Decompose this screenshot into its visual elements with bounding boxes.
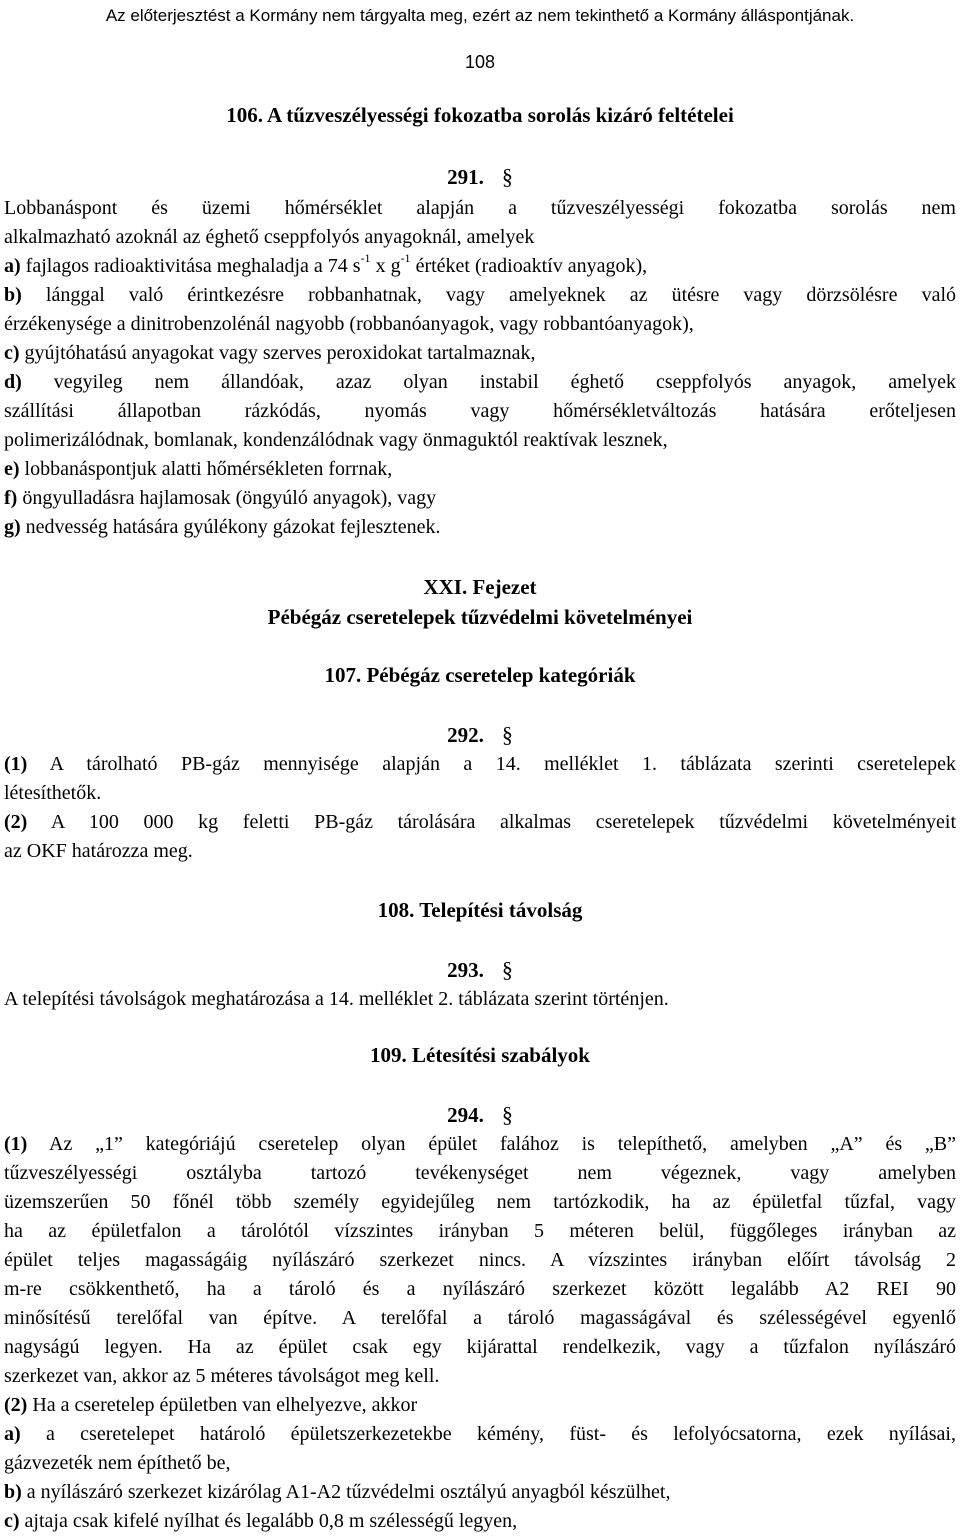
item-text: a cseretelepet határoló épületszerkezetekbe kémény, füst- és lefolyócsatorna, ezek nyílásai, — [20, 1423, 956, 1445]
item-text: Az „1” kategóriájú cseretelep olyan épület falához is telepíthető, amelyben „A” és „B” — [27, 1133, 956, 1155]
text-line: minősítésű terelőfal van építve. A terelőfal a tároló magasságával és szélességével egyenlő — [4, 1307, 956, 1329]
paragraph-294-body — [4, 1130, 956, 1536]
item-label: b) — [4, 1481, 22, 1503]
paragraph-number: 293. — [447, 958, 484, 982]
item-text: x g — [370, 255, 401, 277]
text-line: nagyságú legyen. Ha az épület csak egy kijárattal rendelkezik, vagy a tűzfalon nyílászáró — [4, 1336, 956, 1358]
item-text: a nyílászáró szerkezet kizárólag A1-A2 tűzvédelmi osztályú anyagból készülhet, — [21, 1481, 671, 1503]
item-label: a) — [4, 1423, 21, 1445]
superscript: -1 — [360, 251, 371, 266]
item-text: A 100 000 kg feletti PB-gáz tárolására alkalmas cseretelepek tűzvédelmi követelményeit — [27, 811, 956, 833]
list-item-d — [4, 368, 956, 397]
section-sign-icon: § — [501, 1102, 513, 1127]
section-sign-icon: § — [501, 957, 513, 982]
item-label: c) — [4, 342, 20, 364]
text-line: létesíthetők. — [4, 782, 102, 804]
list-item-c — [4, 1507, 956, 1536]
item-label: g) — [4, 516, 21, 538]
item-text: öngyulladásra hajlamosak (öngyúló anyagok), vagy — [17, 487, 437, 509]
item-text: nedvesség hatására gyúlékony gázokat fejlesztenek. — [20, 516, 441, 538]
list-item-b — [4, 281, 956, 310]
paragraph-292-heading — [4, 722, 956, 748]
paragraph-292-body — [4, 750, 956, 866]
subparagraph-1 — [4, 1130, 956, 1159]
section-108-title: 108. Telepítési távolság — [377, 898, 583, 922]
paragraph-291-body — [4, 194, 956, 542]
section-106-title: 106. A tűzveszélyességi fokozatba sorolás kizáró feltételei — [226, 103, 734, 127]
item-label: (1) — [4, 1133, 28, 1155]
list-item-b — [4, 1478, 956, 1507]
item-text: értéket (radioaktív anyagok), — [410, 255, 648, 277]
text-line: alkalmazható azoknál az éghető cseppfolyós anyagoknál, amelyek — [4, 226, 535, 248]
chapter-number: XXI. Fejezet — [423, 575, 537, 599]
paragraph-number: 292. — [447, 723, 484, 747]
text-line: érzékenysége a dinitrobenzolénál nagyobb (robbanóanyagok, vagy robbantóanyagok), — [4, 313, 694, 335]
text-line: ha az épületfalon a tárolótól vízszintes irányban 5 méteren belül, függőleges irányban az — [4, 1220, 956, 1242]
item-text: lobbanáspontjuk alatti hőmérsékleten forrnak, — [19, 458, 393, 480]
text-line: üzemszerűen 50 főnél több személy egyidejűleg nem tartózkodik, ha az épületfal tűzfal, vagy — [4, 1191, 956, 1213]
text-line: tűzveszélyességi osztályba tartozó tevékenységet nem végeznek, vagy amelyben — [4, 1162, 956, 1184]
superscript: -1 — [400, 251, 411, 266]
paragraph-293-heading — [4, 957, 956, 983]
list-item-e — [4, 455, 956, 484]
list-item-f — [4, 484, 956, 513]
section-sign-icon: § — [501, 164, 513, 189]
section-109-title: 109. Létesítési szabályok — [370, 1043, 590, 1067]
item-text: gyújtóhatású anyagokat vagy szerves peroxidokat tartalmaznak, — [19, 342, 536, 364]
paragraph-293-body — [4, 985, 956, 1014]
list-item-a — [4, 1420, 956, 1449]
text-line: szállítási állapotban rázkódás, nyomás vagy hőmérsékletváltozás hatására erőteljesen — [4, 400, 956, 422]
item-label: (2) — [4, 1394, 28, 1416]
item-label: f) — [4, 487, 18, 509]
item-label: c) — [4, 1510, 20, 1532]
subparagraph-2 — [4, 808, 956, 837]
subparagraph-2 — [4, 1391, 956, 1420]
section-107-title: 107. Pébégáz cseretelep kategóriák — [324, 663, 636, 687]
item-text: fajlagos radioaktivitása meghaladja a 74 s — [20, 255, 361, 277]
page-number: 108 — [464, 52, 496, 72]
paragraph-number: 294. — [447, 1103, 484, 1127]
item-label: e) — [4, 458, 20, 480]
item-text: Ha a cseretelep épületben van elhelyezve, akkor — [27, 1394, 418, 1416]
text-line: polimerizálódnak, bomlanak, kondenzálódnak vagy önmaguktól reaktívak lesznek, — [4, 429, 668, 451]
item-text: ajtaja csak kifelé nyílhat és legalább 0,8 m szélességű legyen, — [19, 1510, 518, 1532]
text-line: szerkezet van, akkor az 5 méteres távolságot meg kell. — [4, 1365, 440, 1387]
item-label: (2) — [4, 811, 28, 833]
item-text: vegyileg nem állandóak, azaz olyan instabil éghető cseppfolyós anyagok, amelyek — [21, 371, 956, 393]
item-label: (1) — [4, 753, 28, 775]
text-line: m-re csökkenthető, ha a tároló és a nyílászáró szerkezet között legalább A2 REI 90 — [4, 1278, 956, 1300]
text-line: A telepítési távolságok meghatározása a 14. melléklet 2. táblázata szerint történjen. — [4, 988, 669, 1010]
subparagraph-1 — [4, 750, 956, 779]
paragraph-291-heading — [4, 164, 956, 190]
text-line: az OKF határozza meg. — [4, 840, 193, 862]
text-line: gázvezeték nem építhető be, — [4, 1452, 231, 1474]
item-text: lánggal való érintkezésre robbanhatnak, vagy amelyeknek az ütésre vagy dörzsölésre való — [21, 284, 956, 306]
item-label: b) — [4, 284, 22, 306]
list-item-g — [4, 513, 956, 542]
list-item-a — [4, 252, 956, 281]
paragraph-294-heading — [4, 1102, 956, 1128]
text-line: épület teljes magasságáig nyílászáró szerkezet nincs. A vízszintes irányban előírt távolság 2 — [4, 1249, 956, 1271]
paragraph-number: 291. — [447, 165, 484, 189]
section-sign-icon: § — [501, 722, 513, 747]
item-label: d) — [4, 371, 22, 393]
disclaimer-header: Az előterjesztést a Kormány nem tárgyalta meg, ezért az nem tekinthető a Kormány álláspontjának. — [105, 6, 855, 25]
chapter-title: Pébégáz cseretelepek tűzvédelmi követelményei — [267, 605, 693, 629]
item-text: A tárolható PB-gáz mennyisége alapján a 14. melléklet 1. táblázata szerinti cseretelepek — [27, 753, 956, 775]
item-label: a) — [4, 255, 21, 277]
text-line: Lobbanáspont és üzemi hőmérséklet alapján a tűzveszélyességi fokozatba sorolás nem — [4, 197, 956, 219]
list-item-c — [4, 339, 956, 368]
